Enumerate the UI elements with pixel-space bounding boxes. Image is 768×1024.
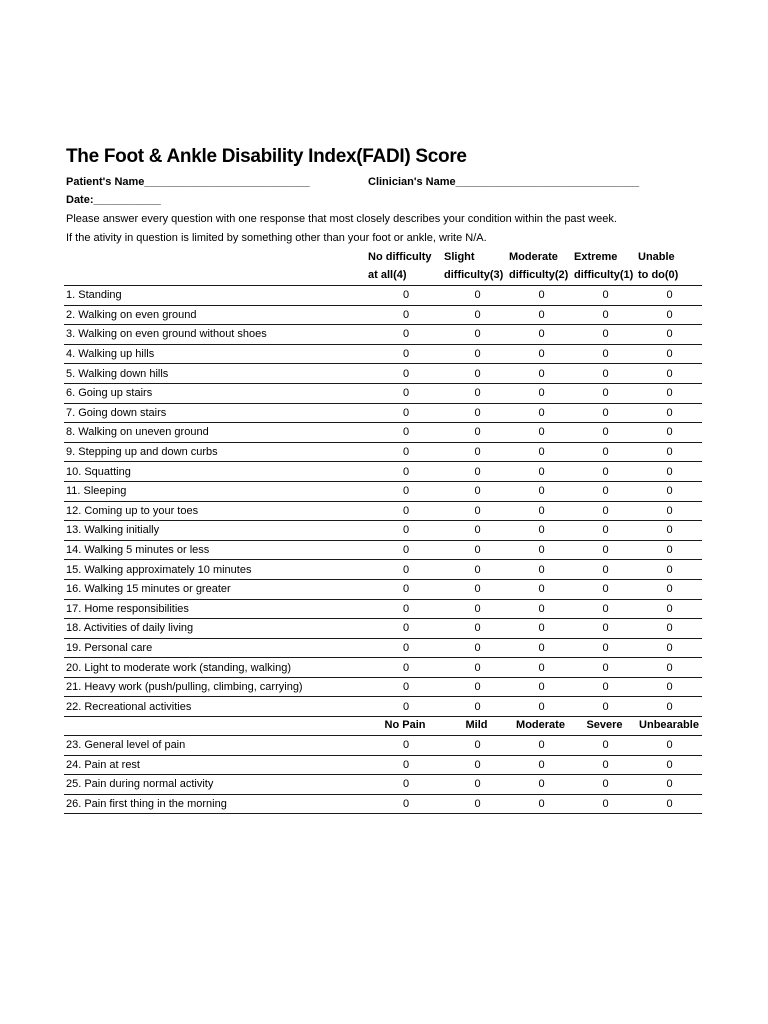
activity-row — [64, 481, 702, 501]
score-cell[interactable]: 0 — [509, 677, 574, 697]
score-cell[interactable]: 0 — [509, 481, 574, 501]
score-cell[interactable]: 0 — [637, 579, 702, 599]
score-cell[interactable]: 0 — [637, 775, 702, 795]
activity-row — [64, 344, 702, 364]
score-cell[interactable]: 0 — [446, 403, 509, 423]
score-cell[interactable]: 0 — [366, 364, 446, 384]
score-cell[interactable]: 0 — [637, 442, 702, 462]
instruction-line-1: Please answer every question with one response that most closely describes your condition within the past week. — [66, 213, 617, 225]
clinician-name-field[interactable]: Clinician's Name______________________________ — [368, 176, 640, 188]
score-cell[interactable]: 0 — [574, 736, 637, 755]
score-cell[interactable]: 0 — [366, 442, 446, 462]
activity-row — [64, 540, 702, 560]
score-cell[interactable]: 0 — [574, 619, 637, 639]
score-cell[interactable]: 0 — [509, 775, 574, 795]
score-cell[interactable]: 0 — [446, 619, 509, 639]
header-unable-line1: Unable — [638, 251, 675, 263]
score-cell[interactable]: 0 — [509, 540, 574, 560]
activity-row — [64, 658, 702, 678]
header-no-difficulty-line1: No difficulty — [368, 251, 432, 263]
patient-name-field[interactable]: Patient's Name___________________________ — [66, 176, 310, 188]
score-cell[interactable]: 0 — [574, 579, 637, 599]
score-cell[interactable]: 0 — [574, 501, 637, 521]
score-cell[interactable]: 0 — [509, 442, 574, 462]
score-cell[interactable]: 0 — [637, 521, 702, 541]
score-cell[interactable]: 0 — [574, 423, 637, 443]
score-cell[interactable]: 0 — [366, 619, 446, 639]
score-cell[interactable]: 0 — [574, 755, 637, 775]
activity-row — [64, 638, 702, 658]
score-cell[interactable]: 0 — [446, 383, 509, 403]
score-cell[interactable]: 0 — [446, 560, 509, 580]
activity-row — [64, 462, 702, 482]
question-label: 13. Walking initially — [64, 521, 366, 541]
score-cell[interactable]: 0 — [366, 638, 446, 658]
score-cell[interactable]: 0 — [509, 638, 574, 658]
score-cell[interactable]: 0 — [637, 658, 702, 678]
score-cell[interactable]: 0 — [446, 540, 509, 560]
score-cell[interactable]: 0 — [366, 344, 446, 364]
question-label: 1. Standing — [64, 286, 366, 305]
score-cell[interactable]: 0 — [637, 794, 702, 814]
score-cell[interactable]: 0 — [637, 403, 702, 423]
score-cell[interactable]: 0 — [366, 501, 446, 521]
score-cell[interactable]: 0 — [574, 540, 637, 560]
score-cell[interactable]: 0 — [509, 423, 574, 443]
question-label: 23. General level of pain — [64, 736, 366, 755]
header-slight-line2: difficulty(3) — [444, 269, 504, 281]
activity-table — [64, 286, 702, 717]
score-cell[interactable]: 0 — [574, 560, 637, 580]
score-cell[interactable]: 0 — [446, 775, 509, 795]
score-cell[interactable]: 0 — [637, 599, 702, 619]
score-cell[interactable]: 0 — [509, 697, 574, 717]
header-no-difficulty-line2: at all(4) — [368, 269, 407, 281]
activity-row — [64, 697, 702, 717]
score-cell[interactable]: 0 — [509, 364, 574, 384]
question-label: 11. Sleeping — [64, 481, 366, 501]
score-cell[interactable]: 0 — [446, 364, 509, 384]
pain-header-no-pain: No Pain — [384, 719, 426, 731]
instruction-line-2: If the ativity in question is limited by something other than your foot or ankle, write N/A. — [66, 232, 487, 244]
score-cell[interactable]: 0 — [509, 521, 574, 541]
score-cell[interactable]: 0 — [637, 501, 702, 521]
score-cell[interactable]: 0 — [366, 481, 446, 501]
activity-row — [64, 521, 702, 541]
activity-row — [64, 403, 702, 423]
score-cell[interactable]: 0 — [574, 286, 637, 305]
pain-row — [64, 775, 702, 795]
question-label: 18. Activities of daily living — [64, 619, 366, 639]
question-label: 14. Walking 5 minutes or less — [64, 540, 366, 560]
score-cell[interactable]: 0 — [637, 462, 702, 482]
score-cell[interactable]: 0 — [637, 383, 702, 403]
activity-row — [64, 305, 702, 325]
score-cell[interactable]: 0 — [637, 697, 702, 717]
score-cell[interactable]: 0 — [509, 658, 574, 678]
score-cell[interactable]: 0 — [574, 364, 637, 384]
question-label: 15. Walking approximately 10 minutes — [64, 560, 366, 580]
question-label: 20. Light to moderate work (standing, walking) — [64, 658, 366, 678]
pain-row — [64, 736, 702, 755]
score-cell[interactable]: 0 — [446, 658, 509, 678]
header-extreme-line1: Extreme — [574, 251, 618, 263]
score-cell[interactable]: 0 — [509, 325, 574, 345]
score-cell[interactable]: 0 — [637, 677, 702, 697]
score-cell[interactable]: 0 — [509, 579, 574, 599]
score-cell[interactable]: 0 — [446, 794, 509, 814]
activity-row — [64, 423, 702, 443]
score-cell[interactable]: 0 — [446, 442, 509, 462]
score-cell[interactable]: 0 — [574, 344, 637, 364]
score-cell[interactable]: 0 — [366, 403, 446, 423]
activity-row — [64, 501, 702, 521]
score-cell[interactable]: 0 — [509, 286, 574, 305]
activity-row — [64, 599, 702, 619]
question-label: 17. Home responsibilities — [64, 599, 366, 619]
score-cell[interactable]: 0 — [574, 658, 637, 678]
score-cell[interactable]: 0 — [446, 579, 509, 599]
pain-row — [64, 755, 702, 775]
score-cell[interactable]: 0 — [509, 599, 574, 619]
header-slight-line1: Slight — [444, 251, 475, 263]
score-cell[interactable]: 0 — [574, 325, 637, 345]
score-cell[interactable]: 0 — [637, 755, 702, 775]
score-cell[interactable]: 0 — [366, 794, 446, 814]
score-cell[interactable]: 0 — [366, 697, 446, 717]
score-cell[interactable]: 0 — [509, 619, 574, 639]
question-label: 3. Walking on even ground without shoes — [64, 325, 366, 345]
question-label: 7. Going down stairs — [64, 403, 366, 423]
question-label: 26. Pain first thing in the morning — [64, 794, 366, 814]
score-cell[interactable]: 0 — [509, 383, 574, 403]
score-cell[interactable]: 0 — [637, 619, 702, 639]
score-cell[interactable]: 0 — [574, 697, 637, 717]
header-unable-line2: to do(0) — [638, 269, 679, 281]
score-cell[interactable]: 0 — [509, 736, 574, 755]
score-cell[interactable]: 0 — [366, 736, 446, 755]
score-cell[interactable]: 0 — [574, 305, 637, 325]
score-cell[interactable]: 0 — [446, 677, 509, 697]
score-cell[interactable]: 0 — [366, 383, 446, 403]
score-cell[interactable]: 0 — [637, 540, 702, 560]
score-cell[interactable]: 0 — [637, 364, 702, 384]
score-cell[interactable]: 0 — [366, 423, 446, 443]
score-cell[interactable]: 0 — [637, 286, 702, 305]
score-cell[interactable]: 0 — [366, 677, 446, 697]
pain-header-unbearable: Unbearable — [639, 719, 699, 731]
score-cell[interactable]: 0 — [574, 462, 637, 482]
score-cell[interactable]: 0 — [509, 501, 574, 521]
score-cell[interactable]: 0 — [446, 423, 509, 443]
score-cell[interactable]: 0 — [366, 560, 446, 580]
score-cell[interactable]: 0 — [366, 325, 446, 345]
score-cell[interactable]: 0 — [637, 638, 702, 658]
header-extreme-line2: difficulty(1) — [574, 269, 634, 281]
pain-row — [64, 794, 702, 814]
question-label: 4. Walking up hills — [64, 344, 366, 364]
score-cell[interactable]: 0 — [446, 697, 509, 717]
pain-table — [64, 736, 702, 814]
question-label: 22. Recreational activities — [64, 697, 366, 717]
question-label: 25. Pain during normal activity — [64, 775, 366, 795]
score-cell[interactable]: 0 — [574, 403, 637, 423]
question-label: 2. Walking on even ground — [64, 305, 366, 325]
activity-row — [64, 442, 702, 462]
score-cell[interactable]: 0 — [366, 462, 446, 482]
activity-row — [64, 619, 702, 639]
header-moderate-line1: Moderate — [509, 251, 558, 263]
question-label: 19. Personal care — [64, 638, 366, 658]
score-cell[interactable]: 0 — [574, 599, 637, 619]
score-cell[interactable]: 0 — [446, 501, 509, 521]
score-cell[interactable]: 0 — [366, 599, 446, 619]
score-cell[interactable]: 0 — [446, 325, 509, 345]
score-cell[interactable]: 0 — [574, 481, 637, 501]
question-label: 12. Coming up to your toes — [64, 501, 366, 521]
question-label: 5. Walking down hills — [64, 364, 366, 384]
score-cell[interactable]: 0 — [509, 794, 574, 814]
question-label: 8. Walking on uneven ground — [64, 423, 366, 443]
score-cell[interactable]: 0 — [637, 560, 702, 580]
score-cell[interactable]: 0 — [446, 755, 509, 775]
question-label: 16. Walking 15 minutes or greater — [64, 579, 366, 599]
pain-header-mild: Mild — [465, 719, 488, 731]
score-cell[interactable]: 0 — [446, 305, 509, 325]
score-cell[interactable]: 0 — [637, 344, 702, 364]
score-cell[interactable]: 0 — [509, 462, 574, 482]
score-cell[interactable]: 0 — [446, 344, 509, 364]
score-cell[interactable]: 0 — [574, 638, 637, 658]
score-cell[interactable]: 0 — [366, 658, 446, 678]
question-label: 21. Heavy work (push/pulling, climbing, carrying) — [64, 677, 366, 697]
activity-row — [64, 325, 702, 345]
score-cell[interactable]: 0 — [574, 794, 637, 814]
activity-row — [64, 677, 702, 697]
activity-row — [64, 364, 702, 384]
score-cell[interactable]: 0 — [366, 775, 446, 795]
question-label: 24. Pain at rest — [64, 755, 366, 775]
score-cell[interactable]: 0 — [637, 736, 702, 755]
score-cell[interactable]: 0 — [509, 560, 574, 580]
score-cell[interactable]: 0 — [366, 755, 446, 775]
score-cell[interactable]: 0 — [574, 775, 637, 795]
score-cell[interactable]: 0 — [574, 677, 637, 697]
score-cell[interactable]: 0 — [446, 481, 509, 501]
score-cell[interactable]: 0 — [366, 286, 446, 305]
pain-header-severe: Severe — [586, 719, 623, 731]
score-cell[interactable]: 0 — [574, 383, 637, 403]
score-cell[interactable]: 0 — [366, 521, 446, 541]
score-cell[interactable]: 0 — [574, 521, 637, 541]
score-cell[interactable]: 0 — [446, 599, 509, 619]
question-label: 9. Stepping up and down curbs — [64, 442, 366, 462]
score-cell[interactable]: 0 — [574, 442, 637, 462]
score-cell[interactable]: 0 — [366, 305, 446, 325]
score-cell[interactable]: 0 — [446, 736, 509, 755]
activity-row — [64, 286, 702, 305]
score-cell[interactable]: 0 — [366, 540, 446, 560]
header-moderate-line2: difficulty(2) — [509, 269, 569, 281]
question-label: 6. Going up stairs — [64, 383, 366, 403]
score-cell[interactable]: 0 — [446, 286, 509, 305]
activity-row — [64, 579, 702, 599]
score-cell[interactable]: 0 — [446, 638, 509, 658]
score-cell[interactable]: 0 — [446, 462, 509, 482]
score-cell[interactable]: 0 — [366, 579, 446, 599]
score-cell[interactable]: 0 — [509, 305, 574, 325]
activity-row — [64, 383, 702, 403]
pain-header-moderate: Moderate — [516, 719, 565, 731]
score-cell[interactable]: 0 — [637, 481, 702, 501]
question-label: 10. Squatting — [64, 462, 366, 482]
score-cell[interactable]: 0 — [509, 344, 574, 364]
activity-row — [64, 560, 702, 580]
score-cell[interactable]: 0 — [509, 755, 574, 775]
date-field[interactable]: Date:___________ — [66, 194, 161, 206]
score-cell[interactable]: 0 — [446, 521, 509, 541]
score-cell[interactable]: 0 — [637, 423, 702, 443]
score-cell[interactable]: 0 — [637, 305, 702, 325]
score-cell[interactable]: 0 — [637, 325, 702, 345]
score-cell[interactable]: 0 — [509, 403, 574, 423]
page-title: The Foot & Ankle Disability Index(FADI) Score — [66, 146, 467, 167]
